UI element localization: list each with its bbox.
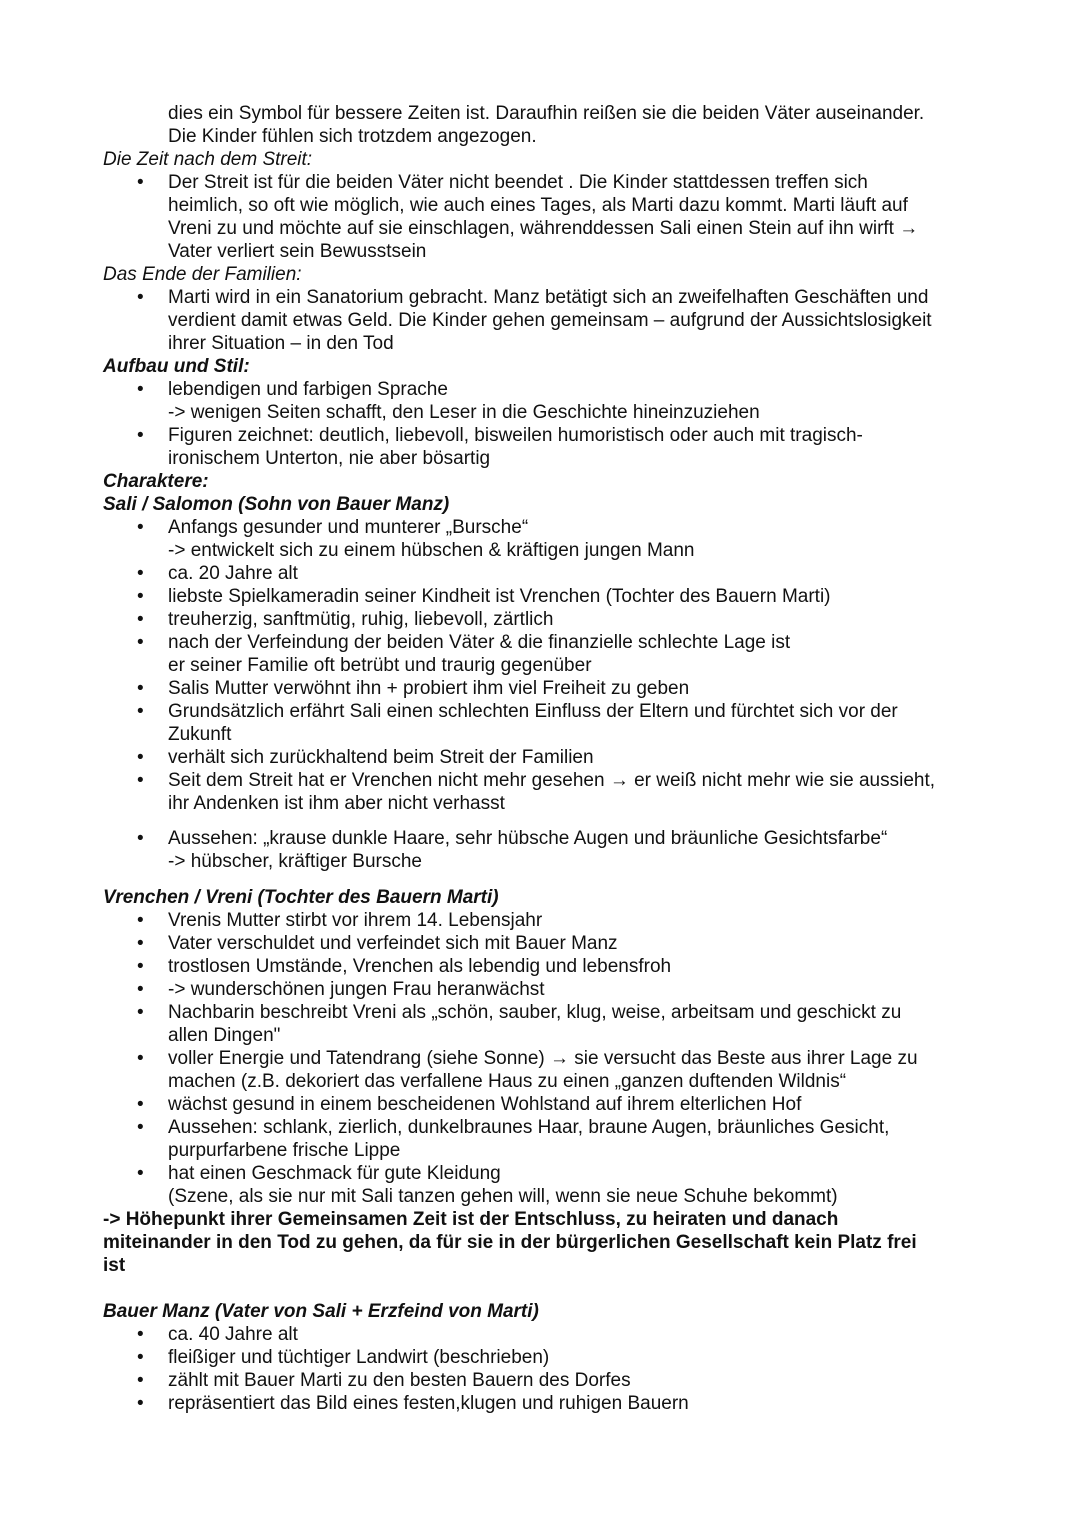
heading-charaktere: Charaktere: xyxy=(103,471,209,492)
list-item xyxy=(0,1001,1080,1024)
bullet-icon: • xyxy=(137,517,144,538)
list-item-text: Vater verliert sein Bewusstsein xyxy=(168,241,427,262)
heading-manz: Bauer Manz (Vater von Sali + Erzfeind von Marti) xyxy=(103,1301,539,1322)
list-item-text: Anfangs gesunder und munterer „Bursche“ xyxy=(168,517,529,538)
intro-line-2: Die Kinder fühlen sich trotzdem angezogen. xyxy=(168,126,537,147)
list-item xyxy=(0,955,1080,978)
bullet-icon: • xyxy=(137,1347,144,1368)
list-item-text: -> wenigen Seiten schafft, den Leser in die Geschichte hineinzuziehen xyxy=(168,402,760,423)
bullet-icon: • xyxy=(137,1117,144,1138)
list-item xyxy=(0,1369,1080,1392)
list-item xyxy=(0,1346,1080,1369)
list-item-text: ca. 40 Jahre alt xyxy=(168,1324,298,1345)
list-item xyxy=(0,909,1080,932)
bullet-icon: • xyxy=(137,425,144,446)
list-item xyxy=(0,1323,1080,1346)
list-item-text: Figuren zeichnet: deutlich, liebevoll, bisweilen humoristisch oder auch mit tragisch- xyxy=(168,425,863,446)
heading-zeit-nach-streit: Die Zeit nach dem Streit: xyxy=(103,149,313,170)
list-item-text: allen Dingen" xyxy=(168,1025,281,1046)
bullet-icon: • xyxy=(137,563,144,584)
bullet-icon: • xyxy=(137,1002,144,1023)
list-item xyxy=(0,1116,1080,1139)
bullet-icon: • xyxy=(137,609,144,630)
section-heading-line xyxy=(0,263,1080,286)
list-item xyxy=(0,746,1080,769)
document-body xyxy=(0,102,1080,1415)
list-item-text: er seiner Familie oft betrübt und traurig gegenüber xyxy=(168,655,592,676)
bullet-icon: • xyxy=(137,1370,144,1391)
bullet-icon: • xyxy=(137,1048,144,1069)
list-item-text: ihrer Situation – in den Tod xyxy=(168,333,394,354)
list-item-text: -> wunderschönen jungen Frau heranwächst xyxy=(168,979,545,1000)
conclusion-text: -> Höhepunkt ihrer Gemeinsamen Zeit ist der Entschluss, zu heiraten und danach xyxy=(103,1209,839,1230)
list-item-text: Seit dem Streit hat er Vrenchen nicht mehr gesehen → er weiß nicht mehr wie sie aussieht, xyxy=(168,770,936,791)
conclusion-line xyxy=(0,1208,1080,1231)
list-item-text: Aussehen: „krause dunkle Haare, sehr hübsche Augen und bräunliche Gesichtsfarbe“ xyxy=(168,828,888,849)
list-item xyxy=(0,677,1080,700)
list-item xyxy=(0,378,1080,401)
list-item xyxy=(0,286,1080,309)
list-item-continuation xyxy=(0,1070,1080,1093)
bullet-icon: • xyxy=(137,747,144,768)
list-item-continuation xyxy=(0,723,1080,746)
spacer xyxy=(0,815,1080,827)
list-item xyxy=(0,562,1080,585)
list-item xyxy=(0,585,1080,608)
section-heading-line xyxy=(0,355,1080,378)
list-item-continuation xyxy=(0,401,1080,424)
list-item xyxy=(0,1093,1080,1116)
list-item-continuation xyxy=(0,850,1080,873)
intro-line-1: dies ein Symbol für bessere Zeiten ist. Daraufhin reißen sie die beiden Väter auseinander. xyxy=(168,103,925,124)
list-item-text: voller Energie und Tatendrang (siehe Sonne) → sie versucht das Beste aus ihrer Lage zu xyxy=(168,1048,918,1069)
conclusion-line xyxy=(0,1254,1080,1277)
conclusion-line xyxy=(0,1231,1080,1254)
list-item-continuation xyxy=(0,447,1080,470)
bullet-icon: • xyxy=(137,1163,144,1184)
list-item-text: lebendigen und farbigen Sprache xyxy=(168,379,448,400)
list-item xyxy=(0,1047,1080,1070)
bullet-icon: • xyxy=(137,172,144,193)
text-line xyxy=(0,102,1080,125)
heading-vreni: Vrenchen / Vreni (Tochter des Bauern Marti) xyxy=(103,887,499,908)
section-heading-line xyxy=(0,886,1080,909)
bullet-icon: • xyxy=(137,828,144,849)
bullet-icon: • xyxy=(137,910,144,931)
text-line xyxy=(0,125,1080,148)
list-item-text: Der Streit ist für die beiden Väter nicht beendet . Die Kinder stattdessen treffen sich xyxy=(168,172,868,193)
list-item xyxy=(0,932,1080,955)
bullet-icon: • xyxy=(137,586,144,607)
list-item xyxy=(0,631,1080,654)
list-item-text: Grundsätzlich erfährt Sali einen schlechten Einfluss der Eltern und fürchtet sich vor der xyxy=(168,701,898,722)
list-item-text: -> hübscher, kräftiger Bursche xyxy=(168,851,422,872)
list-item-text: ihr Andenken ist ihm aber nicht verhasst xyxy=(168,793,505,814)
heading-ende-familien: Das Ende der Familien: xyxy=(103,264,302,285)
list-item-continuation xyxy=(0,332,1080,355)
bullet-icon: • xyxy=(137,770,144,791)
list-item-text: nach der Verfeindung der beiden Väter & die finanzielle schlechte Lage ist xyxy=(168,632,791,653)
list-item-text: ironischem Unterton, nie aber bösartig xyxy=(168,448,491,469)
list-item-text: ca. 20 Jahre alt xyxy=(168,563,298,584)
list-item-text: heimlich, so oft wie möglich, wie auch eines Tages, als Marti dazu kommt. Marti läuft auf xyxy=(168,195,908,216)
list-item-text: Salis Mutter verwöhnt ihn + probiert ihm viel Freiheit zu geben xyxy=(168,678,690,699)
list-item-text: repräsentiert das Bild eines festen,klugen und ruhigen Bauern xyxy=(168,1393,689,1414)
list-item xyxy=(0,1162,1080,1185)
bullet-icon: • xyxy=(137,701,144,722)
list-item-text: (Szene, als sie nur mit Sali tanzen gehen will, wenn sie neue Schuhe bekommt) xyxy=(168,1186,838,1207)
bullet-icon: • xyxy=(137,933,144,954)
list-item-continuation xyxy=(0,217,1080,240)
list-item-text: machen (z.B. dekoriert das verfallene Haus zu einen „ganzen duftenden Wildnis“ xyxy=(168,1071,847,1092)
list-item-continuation xyxy=(0,1024,1080,1047)
list-item-text: Nachbarin beschreibt Vreni als „schön, sauber, klug, weise, arbeitsam und geschickt zu xyxy=(168,1002,902,1023)
list-item-text: Vreni zu und möchte auf sie einschlagen, währenddessen Sali einen Stein auf ihn wirft → xyxy=(168,218,919,239)
heading-sali: Sali / Salomon (Sohn von Bauer Manz) xyxy=(103,494,450,515)
list-item-text: trostlosen Umstände, Vrenchen als lebendig und lebensfroh xyxy=(168,956,672,977)
list-item xyxy=(0,978,1080,1001)
list-item xyxy=(0,1392,1080,1415)
list-item-text: liebste Spielkameradin seiner Kindheit ist Vrenchen (Tochter des Bauern Marti) xyxy=(168,586,831,607)
bullet-icon: • xyxy=(137,287,144,308)
list-item xyxy=(0,608,1080,631)
bullet-icon: • xyxy=(137,1393,144,1414)
list-item xyxy=(0,700,1080,723)
list-item-text: verhält sich zurückhaltend beim Streit der Familien xyxy=(168,747,594,768)
bullet-icon: • xyxy=(137,979,144,1000)
heading-aufbau-stil: Aufbau und Stil: xyxy=(103,356,250,377)
list-item-continuation xyxy=(0,240,1080,263)
list-item-text: Vrenis Mutter stirbt vor ihrem 14. Lebensjahr xyxy=(168,910,543,931)
bullet-icon: • xyxy=(137,632,144,653)
list-item-text: verdient damit etwas Geld. Die Kinder gehen gemeinsam – aufgrund der Aussichtslosigkeit xyxy=(168,310,932,331)
section-heading-line xyxy=(0,493,1080,516)
bullet-icon: • xyxy=(137,956,144,977)
list-item-continuation xyxy=(0,1139,1080,1162)
bullet-icon: • xyxy=(137,1324,144,1345)
list-item xyxy=(0,769,1080,792)
bullet-icon: • xyxy=(137,379,144,400)
section-heading-line xyxy=(0,1300,1080,1323)
spacer xyxy=(0,873,1080,886)
conclusion-text: ist xyxy=(103,1255,126,1276)
bullet-icon: • xyxy=(137,1094,144,1115)
section-heading-line xyxy=(0,148,1080,171)
list-item-text: purpurfarbene frische Lippe xyxy=(168,1140,401,1161)
list-item xyxy=(0,827,1080,850)
list-item-continuation xyxy=(0,539,1080,562)
list-item-continuation xyxy=(0,792,1080,815)
list-item-continuation xyxy=(0,194,1080,217)
list-item-text: Aussehen: schlank, zierlich, dunkelbraunes Haar, braune Augen, bräunliches Gesicht, xyxy=(168,1117,890,1138)
section-heading-line xyxy=(0,470,1080,493)
list-item xyxy=(0,424,1080,447)
list-item-text: treuherzig, sanftmütig, ruhig, liebevoll, zärtlich xyxy=(168,609,554,630)
list-item-text: -> entwickelt sich zu einem hübschen & kräftigen jungen Mann xyxy=(168,540,695,561)
spacer xyxy=(0,1277,1080,1300)
list-item xyxy=(0,171,1080,194)
list-item-continuation xyxy=(0,654,1080,677)
list-item-text: fleißiger und tüchtiger Landwirt (beschrieben) xyxy=(168,1347,550,1368)
list-item-text: Zukunft xyxy=(168,724,232,745)
list-item-text: hat einen Geschmack für gute Kleidung xyxy=(168,1163,501,1184)
list-item-text: Vater verschuldet und verfeindet sich mit Bauer Manz xyxy=(168,933,618,954)
bullet-icon: • xyxy=(137,678,144,699)
list-item-text: Marti wird in ein Sanatorium gebracht. Manz betätigt sich an zweifelhaften Geschäften und xyxy=(168,287,929,308)
conclusion-text: miteinander in den Tod zu gehen, da für sie in der bürgerlichen Gesellschaft kein Platz frei xyxy=(103,1232,917,1253)
list-item-text: zählt mit Bauer Marti zu den besten Bauern des Dorfes xyxy=(168,1370,631,1391)
list-item xyxy=(0,516,1080,539)
list-item-continuation xyxy=(0,309,1080,332)
list-item-text: wächst gesund in einem bescheidenen Wohlstand auf ihrem elterlichen Hof xyxy=(168,1094,802,1115)
list-item-continuation xyxy=(0,1185,1080,1208)
